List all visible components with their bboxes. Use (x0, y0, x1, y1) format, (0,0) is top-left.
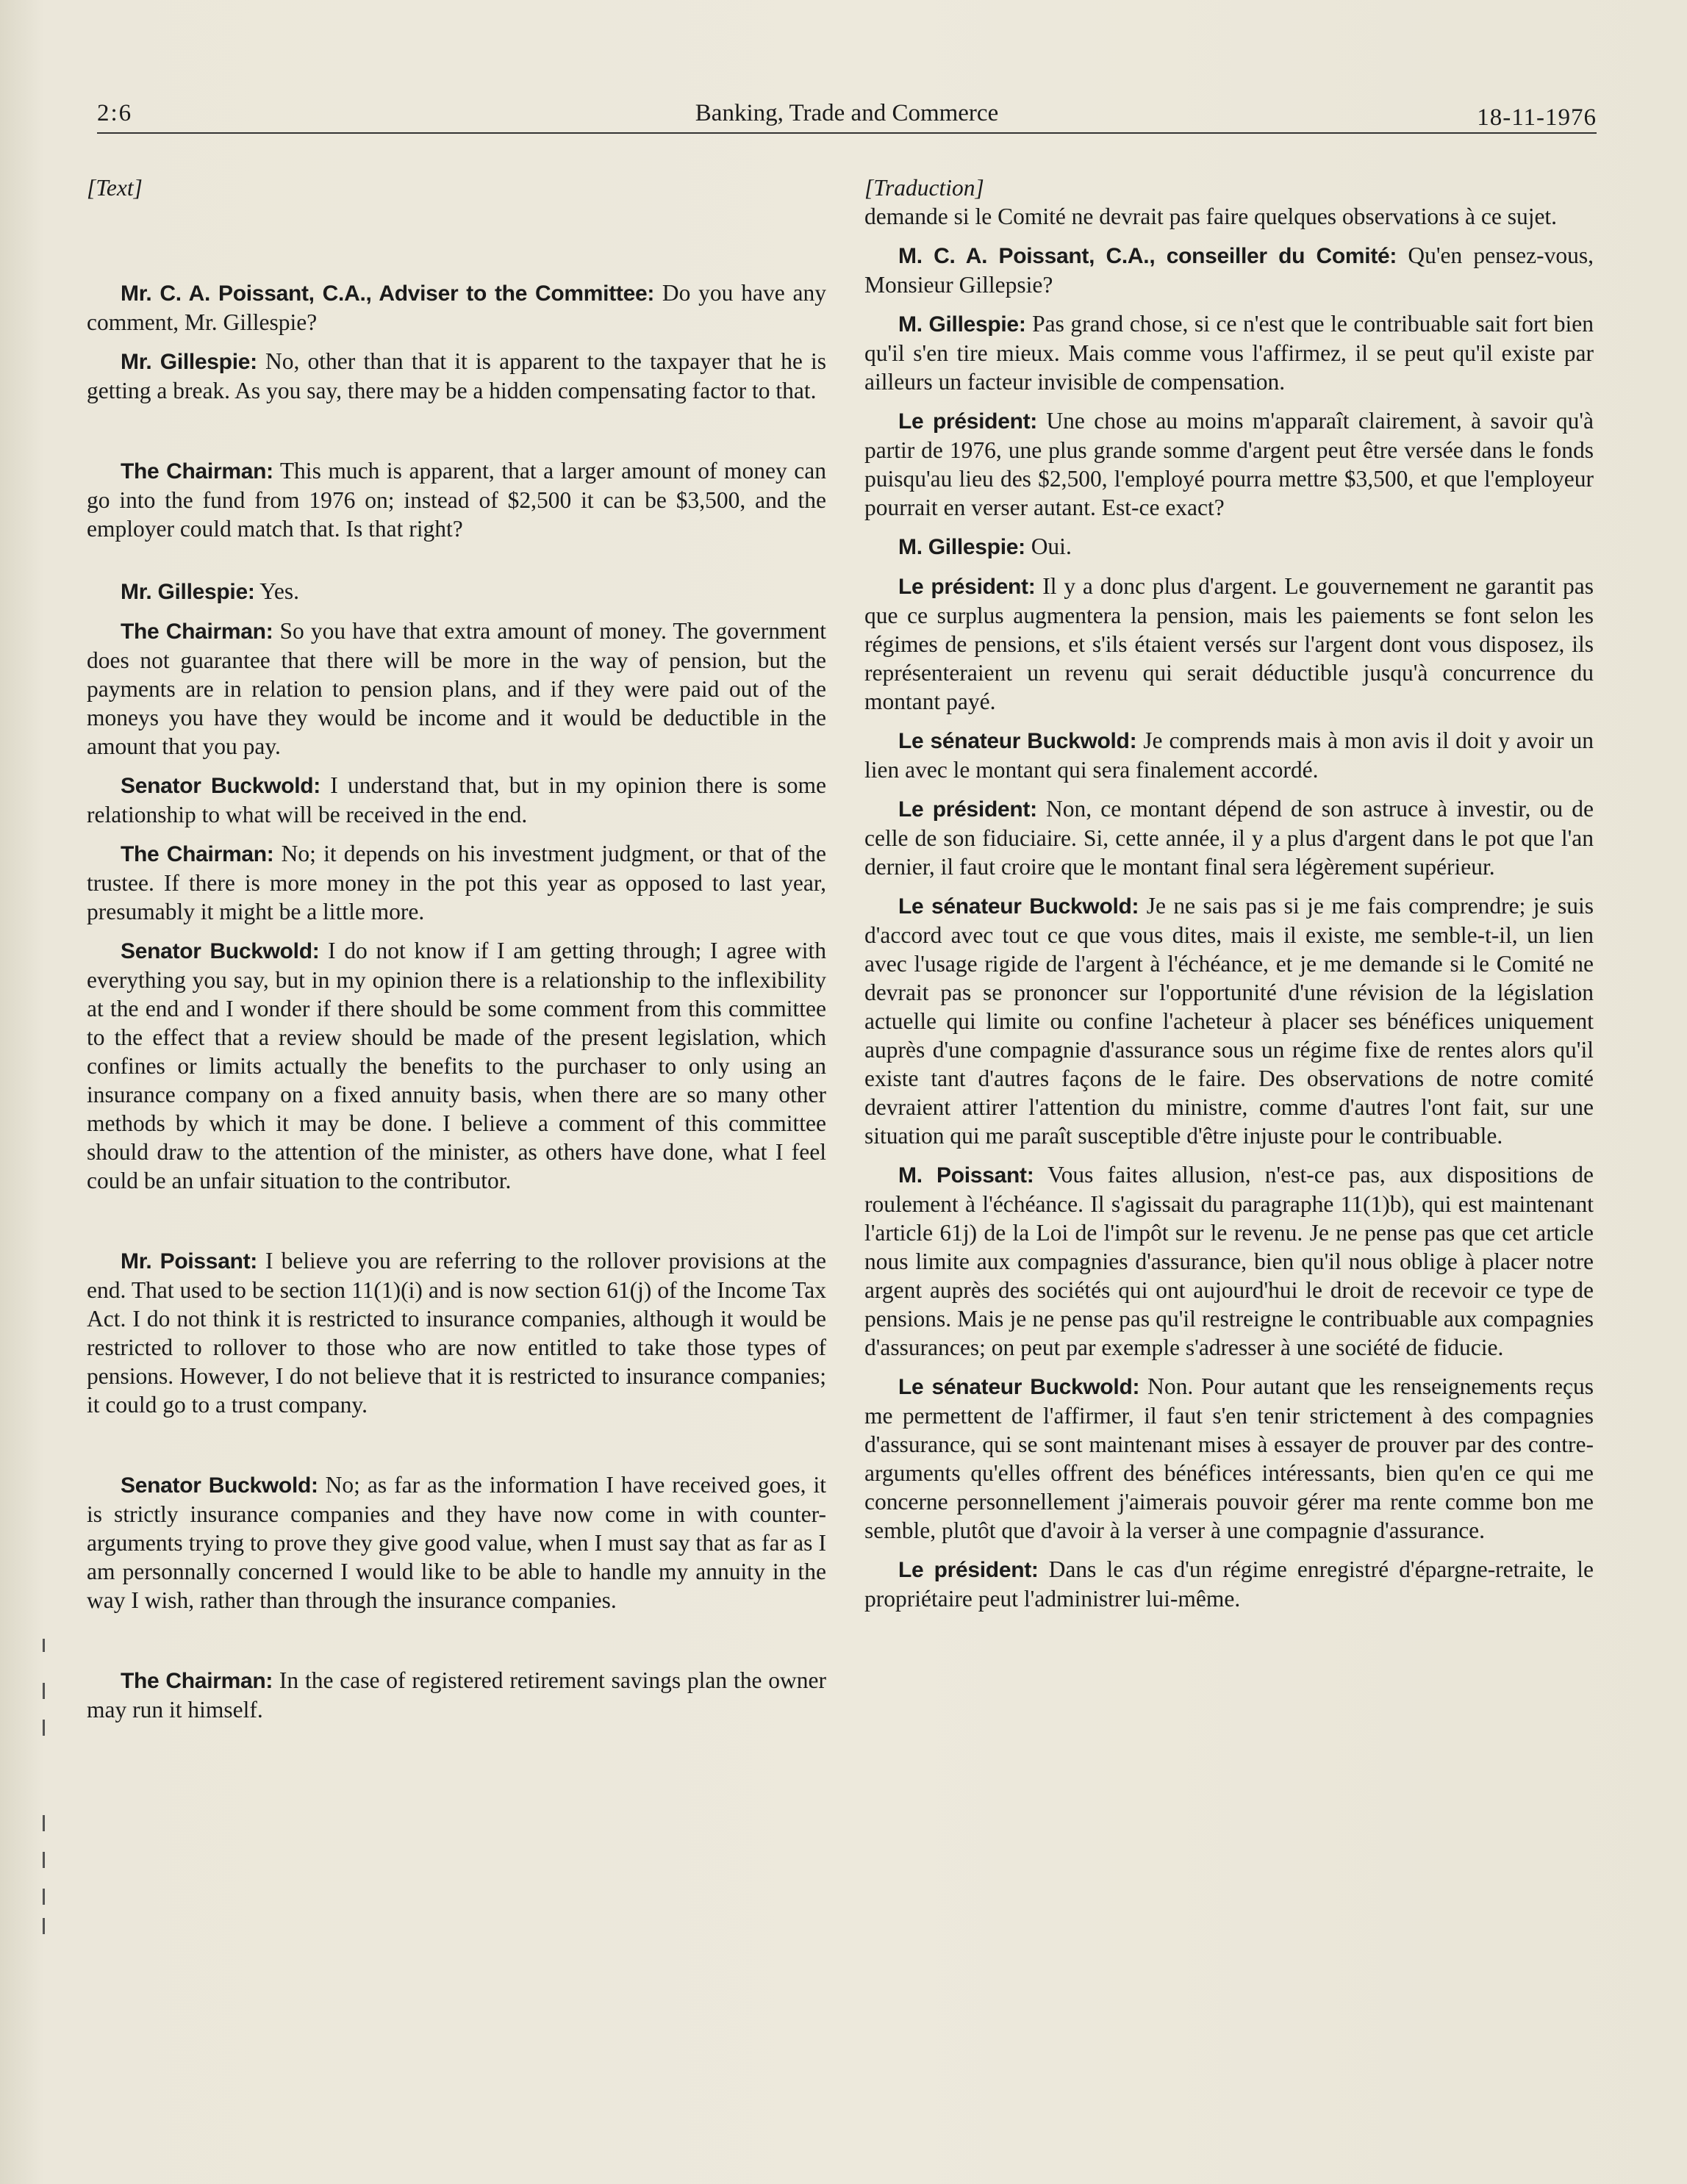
speaker-name: M. C. A. Poissant, C.A., conseiller du Comité: (898, 244, 1397, 268)
paragraph (864, 572, 1594, 716)
speaker-name: Mr. Gillespie: (121, 350, 257, 374)
paragraph (864, 1372, 1594, 1545)
paragraph (87, 1666, 826, 1724)
margin-mark (43, 1918, 45, 1934)
speaker-name: The Chairman: (121, 619, 273, 644)
paragraph (87, 1246, 826, 1419)
speaker-name: M. Gillespie: (898, 535, 1025, 559)
speech-text: Il y a donc plus d'argent. Le gouvernement ne garantit pas que ce surplus augmentera la pension, mais les paiements se font selon les régimes de pensions, et s'ils étaient versés sur l'argent dont vous disposez, ils représenteraient un revenu qui serait déductible jusqu'à concurrence du montant payé. (864, 573, 1594, 714)
speaker-name: Mr. C. A. Poissant, C.A., Adviser to the Committee: (121, 281, 655, 306)
margin-mark (43, 1720, 45, 1736)
speaker-name: The Chairman: (121, 459, 273, 484)
speech-text: Vous faites allusion, n'est-ce pas, aux dispositions de roulement à l'échéance. Il s'agissait du paragraphe 11(1)b), qui est maintenant l'article 61j) de la Loi de l'impôt sur le revenu. Je ne pense pas que cet article nous limite aux compagnies d'assurance, bien qu'il nous oblige à placer notre argent auprès des sociétés qui ont aujourd'hui le droit de recevoir ce type de pensions. Mais je ne pense pas qu'il restreigne le contribuable aux compagnies d'assurances; on peut par exemple s'adresser à une société de fiducie. (864, 1162, 1594, 1360)
speaker-name: M. Gillespie: (898, 312, 1026, 337)
speech-text: Non, ce montant dépend de son astruce à investir, ou de celle de son fiduciaire. Si, cette année, il y a plus d'argent dans le pot que l'an dernier, il faut croire que le montant final sera légèrement supérieur. (864, 796, 1594, 880)
speech-text: Yes. (254, 578, 299, 604)
margin-mark (43, 1852, 45, 1868)
margin-mark (43, 1815, 45, 1831)
paragraph (87, 456, 826, 543)
speaker-name: Le sénateur Buckwold: (898, 1375, 1140, 1399)
speaker-name: Mr. Gillespie: (121, 580, 255, 604)
paragraph (87, 936, 826, 1195)
speech-text: Qu'en pensez-vous, Monsieur Gillepsie? (864, 243, 1594, 298)
speaker-name: Le sénateur Buckwold: (898, 729, 1137, 753)
paragraph (864, 241, 1594, 299)
margin-mark (43, 1889, 45, 1905)
speech-text: Je comprends mais à mon avis il doit y avoir un lien avec le montant qui sera finalement accordé. (864, 728, 1594, 783)
french-column (864, 173, 1594, 1613)
paragraph (864, 532, 1594, 561)
speaker-name: Mr. Poissant: (121, 1249, 257, 1274)
speech-text: In the case of registered retirement savings plan the owner may run it himself. (87, 1667, 826, 1723)
speech-text: Une chose au moins m'apparaît clairement, à savoir qu'à partir de 1976, une plus grande somme d'argent peut être versée dans le fonds puisqu'au lieu des $2,500, l'employé pourra mettre $3,500, et que l'employeur pourrait en verser autant. Est-ce exact? (864, 408, 1594, 520)
speaker-name: Le sénateur Buckwold: (898, 894, 1139, 919)
page-header (97, 94, 1597, 134)
speech-text: No, other than that it is apparent to the taxpayer that he is getting a break. As you say, there may be a hidden compensating factor to that. (87, 348, 826, 403)
speaker-name: Le président: (898, 575, 1036, 599)
speaker-name: The Chairman: (121, 842, 274, 866)
paragraph (87, 839, 826, 926)
paragraph (87, 279, 826, 337)
speech-text: Do you have any comment, Mr. Gillespie? (87, 280, 826, 335)
speaker-name: M. Poissant: (898, 1163, 1034, 1188)
paragraph (864, 726, 1594, 784)
publication-title: Banking, Trade and Commerce (695, 100, 999, 126)
speech-text: I do not know if I am getting through; I agree with everything you say, but in my opinion there is a relationship to the inflexibility at the end and I wonder if there should be some comment from this committee to the effect that a review should be made of the present legislation, which confines or limits actually the benefits to the purchaser to only using an insurance company on a fixed annuity basis, when there are so many other methods by which it may be done. I believe a comment of this committee should draw to the attention of the minister, as others have done, what I feel could be an unfair situation to the contributor. (87, 938, 827, 1193)
speech-text: I believe you are referring to the rollover provisions at the end. That used to be section 11(1)(i) and is now section 61(j) of the Income Tax Act. I do not think it is restricted to insurance companies, although it would be restricted to rollover to those who are now entitled to take those types of pensions. However, I do not believe that it is restricted to insurance companies; it could go to a trust company. (87, 1248, 826, 1418)
speech-text: This much is apparent, that a larger amount of money can go into the fund from 1976 on; instead of $2,500 it can be $3,500, and the employer could match that. Is that right? (87, 458, 826, 542)
speech-text: No; it depends on his investment judgment, or that of the trustee. If there is more money in the pot this year as opposed to last year, presumably it might be a little more. (87, 841, 826, 924)
english-column (87, 173, 826, 1724)
speech-text: Pas grand chose, si ce n'est que le contribuable sait fort bien qu'il s'en tire mieux. Mais comme vous l'affirmez, il se peut qu'il existe par ailleurs un facteur invisible de compensation. (864, 311, 1594, 395)
paragraph (864, 406, 1594, 522)
speech-text: So you have that extra amount of money. The government does not guarantee that there will be more in the way of pension, but the payments are in relation to pension plans, and if they were paid out of the moneys you have they would be income and it would be deductible in the amount that you pay. (87, 618, 826, 759)
paragraph (87, 1470, 826, 1614)
speaker-name: The Chairman: (121, 1669, 273, 1693)
paragraph (87, 617, 826, 761)
speaker-name: Senator Buckwold: (121, 939, 320, 963)
paragraph (864, 891, 1594, 1150)
speech-text: Dans le cas d'un régime enregistré d'épargne-retraite, le propriétaire peut l'administrer lui-même. (864, 1556, 1594, 1612)
page-number: 2:6 (97, 100, 133, 126)
speech-text: No; as far as the information I have received goes, it is strictly insurance companies and they have now come in with counter-arguments trying to prove they give good value, when I must say that as far as I am personnally concerned I would like to be able to handle my annuity in the way I wish, rather than through the insurance companies. (87, 1472, 826, 1613)
speech-text: Je ne sais pas si je me fais comprendre; je suis d'accord avec tout ce que vous dites, mais il existe, me semble-t-il, un lien avec l'usage rigide de l'argent à l'échéance, et je me demande si le Comité ne devrait pas se prononcer sur l'opportunité d'une révision de la législation actuelle qui limite ou confine l'acheteur à placer ses bénéfices uniquement auprès d'une compagnie d'assurance sous un régime fixe de rentes alors qu'il existe tant d'autres façons de le faire. Des observations de notre comité devraient attirer l'attention du ministre, comme d'autres l'ont fait, sur une situation qui me paraît susceptible d'être injuste pour le contribuable. (864, 893, 1594, 1149)
margin-mark (43, 1683, 45, 1699)
speech-text: I understand that, but in my opinion there is some relationship to what will be received in the end. (87, 772, 826, 827)
paragraph (864, 794, 1594, 881)
paragraph (864, 1160, 1594, 1362)
language-label: [Traduction] (864, 175, 984, 201)
speaker-name: Senator Buckwold: (121, 774, 320, 798)
paragraph (864, 309, 1594, 396)
paragraph (87, 347, 826, 405)
sitting-date: 18-11-1976 (1477, 104, 1597, 131)
paragraph (87, 577, 826, 606)
margin-mark (43, 1639, 45, 1652)
language-label: [Text] (87, 175, 143, 201)
speech-text: Non. Pour autant que les renseignements reçus me permettent de l'affirmer, il faut s'en tenir strictement à des compagnies d'assurance, qui se sont maintenant mises à essayer de prouver par des contre-arguments qu'elles offrent des bénéfices intéressants, bien qu'en ce qui me concerne personnellement j'aimerais pouvoir gérer ma rente comme bon me semble, plutôt que d'avoir à la verser à une compagnie d'assurance. (864, 1373, 1594, 1543)
speaker-name: Senator Buckwold: (121, 1473, 318, 1498)
continued-paragraph: demande si le Comité ne devrait pas faire quelques observations à ce sujet. (864, 204, 1558, 229)
paragraph (864, 1555, 1594, 1613)
speech-text: Oui. (1025, 534, 1072, 559)
speaker-name: Le président: (898, 409, 1037, 434)
speaker-name: Le président: (898, 797, 1037, 822)
speaker-name: Le président: (898, 1558, 1039, 1582)
paragraph (87, 771, 826, 829)
